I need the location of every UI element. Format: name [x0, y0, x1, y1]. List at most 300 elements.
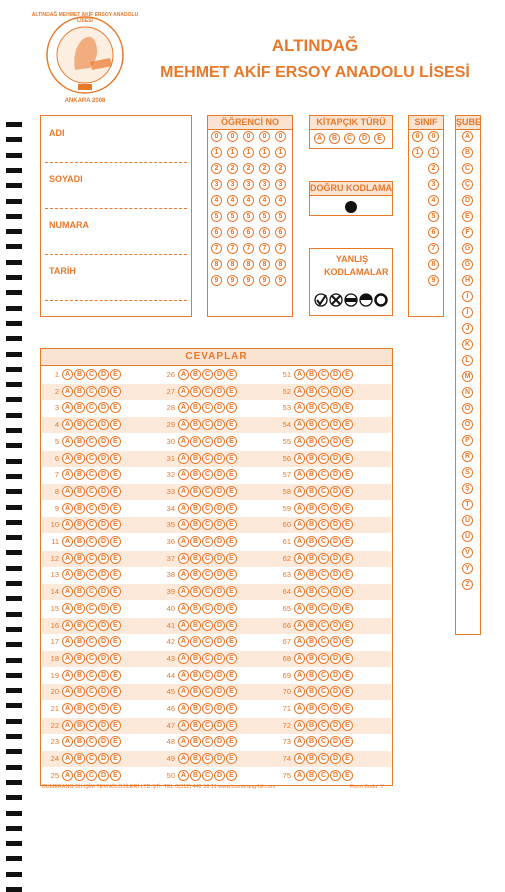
answer-bubble[interactable]: B	[74, 553, 85, 564]
answer-bubble[interactable]: B	[74, 636, 85, 647]
ogrenci-no-digit-bubble[interactable]: 6	[275, 227, 286, 238]
answer-bubble[interactable]: B	[190, 620, 201, 631]
answer-bubble[interactable]: C	[86, 736, 97, 747]
ogrenci-no-digit-bubble[interactable]: 4	[275, 195, 286, 206]
answer-bubble[interactable]: A	[62, 603, 73, 614]
ogrenci-no-digit-bubble[interactable]: 7	[275, 243, 286, 254]
numara-field[interactable]	[45, 254, 187, 255]
answer-bubble[interactable]: C	[202, 703, 213, 714]
answer-bubble[interactable]: A	[62, 436, 73, 447]
answer-bubble[interactable]: A	[294, 402, 305, 413]
answer-bubble[interactable]: C	[86, 553, 97, 564]
answer-bubble[interactable]: A	[294, 653, 305, 664]
answer-bubble[interactable]: B	[306, 653, 317, 664]
ogrenci-no-digit-bubble[interactable]: 4	[227, 195, 238, 206]
answer-bubble[interactable]: D	[330, 419, 341, 430]
answer-bubble[interactable]: C	[318, 536, 329, 547]
answer-bubble[interactable]: A	[178, 686, 189, 697]
answer-bubble[interactable]: E	[110, 419, 121, 430]
answer-bubble[interactable]: B	[74, 402, 85, 413]
answer-bubble[interactable]: B	[190, 519, 201, 530]
answer-bubble[interactable]: A	[62, 636, 73, 647]
answer-bubble[interactable]: E	[342, 536, 353, 547]
answer-bubble[interactable]: B	[190, 720, 201, 731]
sinif-digit-bubble[interactable]: 0	[412, 131, 423, 142]
answer-bubble[interactable]: A	[294, 720, 305, 731]
ogrenci-no-digit-bubble[interactable]: 0	[275, 131, 286, 142]
answer-bubble[interactable]: C	[318, 770, 329, 781]
answer-bubble[interactable]: D	[330, 486, 341, 497]
answer-bubble[interactable]: A	[178, 670, 189, 681]
answer-bubble[interactable]: D	[98, 369, 109, 380]
answer-bubble[interactable]: D	[330, 536, 341, 547]
answer-bubble[interactable]: D	[330, 569, 341, 580]
answer-bubble[interactable]: A	[294, 469, 305, 480]
answer-bubble[interactable]: D	[214, 686, 225, 697]
answer-bubble[interactable]: D	[214, 486, 225, 497]
sinif-digit-bubble[interactable]: 4	[428, 195, 439, 206]
answer-bubble[interactable]: D	[98, 486, 109, 497]
answer-bubble[interactable]: D	[330, 753, 341, 764]
answer-bubble[interactable]: D	[214, 536, 225, 547]
ogrenci-no-digit-bubble[interactable]: 7	[211, 243, 222, 254]
answer-bubble[interactable]: A	[62, 569, 73, 580]
answer-bubble[interactable]: A	[294, 670, 305, 681]
answer-bubble[interactable]: A	[294, 436, 305, 447]
ogrenci-no-digit-bubble[interactable]: 5	[275, 211, 286, 222]
answer-bubble[interactable]: D	[330, 586, 341, 597]
answer-bubble[interactable]: D	[214, 736, 225, 747]
answer-bubble[interactable]: A	[62, 586, 73, 597]
answer-bubble[interactable]: D	[330, 720, 341, 731]
answer-bubble[interactable]: B	[74, 703, 85, 714]
answer-bubble[interactable]: B	[190, 569, 201, 580]
answer-bubble[interactable]: A	[294, 536, 305, 547]
answer-bubble[interactable]: E	[226, 636, 237, 647]
answer-bubble[interactable]: C	[318, 486, 329, 497]
ogrenci-no-digit-bubble[interactable]: 7	[259, 243, 270, 254]
answer-bubble[interactable]: C	[202, 770, 213, 781]
answer-bubble[interactable]: E	[342, 453, 353, 464]
answer-bubble[interactable]: D	[214, 703, 225, 714]
answer-bubble[interactable]: E	[110, 553, 121, 564]
answer-bubble[interactable]: E	[226, 653, 237, 664]
answer-bubble[interactable]: E	[342, 503, 353, 514]
answer-bubble[interactable]: D	[98, 770, 109, 781]
answer-bubble[interactable]: A	[178, 486, 189, 497]
answer-bubble[interactable]: E	[110, 770, 121, 781]
ogrenci-no-digit-bubble[interactable]: 1	[211, 147, 222, 158]
ogrenci-no-digit-bubble[interactable]: 5	[211, 211, 222, 222]
answer-bubble[interactable]: D	[214, 569, 225, 580]
answer-bubble[interactable]: D	[98, 503, 109, 514]
answer-bubble[interactable]: E	[110, 653, 121, 664]
ogrenci-no-digit-bubble[interactable]: 7	[227, 243, 238, 254]
answer-bubble[interactable]: A	[62, 653, 73, 664]
answer-bubble[interactable]: D	[214, 469, 225, 480]
answer-bubble[interactable]: A	[62, 670, 73, 681]
sube-option-bubble[interactable]: F	[462, 227, 473, 238]
ogrenci-no-digit-bubble[interactable]: 6	[227, 227, 238, 238]
answer-bubble[interactable]: A	[62, 369, 73, 380]
answer-bubble[interactable]: E	[110, 402, 121, 413]
answer-bubble[interactable]: B	[306, 453, 317, 464]
answer-bubble[interactable]: B	[190, 486, 201, 497]
answer-bubble[interactable]: C	[202, 419, 213, 430]
sube-option-bubble[interactable]: P	[462, 435, 473, 446]
answer-bubble[interactable]: E	[342, 486, 353, 497]
answer-bubble[interactable]: D	[330, 620, 341, 631]
answer-bubble[interactable]: C	[86, 453, 97, 464]
answer-bubble[interactable]: B	[190, 686, 201, 697]
sinif-digit-bubble[interactable]: 9	[428, 275, 439, 286]
ogrenci-no-digit-bubble[interactable]: 2	[259, 163, 270, 174]
answer-bubble[interactable]: E	[342, 636, 353, 647]
ogrenci-no-digit-bubble[interactable]: 2	[211, 163, 222, 174]
answer-bubble[interactable]: B	[190, 603, 201, 614]
answer-bubble[interactable]: E	[342, 736, 353, 747]
answer-bubble[interactable]: B	[74, 369, 85, 380]
answer-bubble[interactable]: C	[86, 770, 97, 781]
answer-bubble[interactable]: C	[318, 503, 329, 514]
answer-bubble[interactable]: C	[202, 386, 213, 397]
ogrenci-no-digit-bubble[interactable]: 3	[275, 179, 286, 190]
answer-bubble[interactable]: A	[294, 603, 305, 614]
answer-bubble[interactable]: D	[214, 603, 225, 614]
answer-bubble[interactable]: E	[226, 736, 237, 747]
answer-bubble[interactable]: A	[62, 753, 73, 764]
ogrenci-no-digit-bubble[interactable]: 8	[275, 259, 286, 270]
answer-bubble[interactable]: C	[318, 369, 329, 380]
answer-bubble[interactable]: D	[214, 586, 225, 597]
answer-bubble[interactable]: E	[110, 469, 121, 480]
kitapcik-option-bubble[interactable]: D	[359, 133, 370, 144]
answer-bubble[interactable]: B	[190, 636, 201, 647]
ogrenci-no-digit-bubble[interactable]: 9	[243, 275, 254, 286]
answer-bubble[interactable]: E	[226, 453, 237, 464]
answer-bubble[interactable]: C	[202, 603, 213, 614]
answer-bubble[interactable]: A	[294, 569, 305, 580]
answer-bubble[interactable]: B	[74, 519, 85, 530]
answer-bubble[interactable]: B	[306, 736, 317, 747]
answer-bubble[interactable]: C	[318, 386, 329, 397]
answer-bubble[interactable]: D	[214, 386, 225, 397]
answer-bubble[interactable]: A	[62, 536, 73, 547]
kitapcik-option-bubble[interactable]: A	[314, 133, 325, 144]
answer-bubble[interactable]: B	[306, 703, 317, 714]
ogrenci-no-digit-bubble[interactable]: 2	[227, 163, 238, 174]
answer-bubble[interactable]: D	[214, 753, 225, 764]
answer-bubble[interactable]: D	[330, 369, 341, 380]
ogrenci-no-digit-bubble[interactable]: 5	[259, 211, 270, 222]
ogrenci-no-digit-bubble[interactable]: 9	[211, 275, 222, 286]
answer-bubble[interactable]: B	[190, 770, 201, 781]
answer-bubble[interactable]: E	[226, 603, 237, 614]
answer-bubble[interactable]: A	[62, 620, 73, 631]
answer-bubble[interactable]: D	[98, 519, 109, 530]
answer-bubble[interactable]: C	[86, 686, 97, 697]
answer-bubble[interactable]: A	[62, 486, 73, 497]
answer-bubble[interactable]: E	[342, 603, 353, 614]
ogrenci-no-digit-bubble[interactable]: 2	[243, 163, 254, 174]
answer-bubble[interactable]: C	[86, 753, 97, 764]
ogrenci-no-digit-bubble[interactable]: 3	[259, 179, 270, 190]
answer-bubble[interactable]: B	[190, 753, 201, 764]
answer-bubble[interactable]: B	[306, 436, 317, 447]
answer-bubble[interactable]: D	[98, 553, 109, 564]
ogrenci-no-digit-bubble[interactable]: 3	[227, 179, 238, 190]
ogrenci-no-digit-bubble[interactable]: 9	[259, 275, 270, 286]
answer-bubble[interactable]: A	[294, 503, 305, 514]
sube-option-bubble[interactable]: D	[462, 195, 473, 206]
answer-bubble[interactable]: A	[178, 636, 189, 647]
answer-bubble[interactable]: C	[86, 586, 97, 597]
answer-bubble[interactable]: E	[226, 553, 237, 564]
answer-bubble[interactable]: B	[74, 586, 85, 597]
answer-bubble[interactable]: D	[330, 469, 341, 480]
sinif-digit-bubble[interactable]: 6	[428, 227, 439, 238]
ogrenci-no-digit-bubble[interactable]: 3	[211, 179, 222, 190]
answer-bubble[interactable]: B	[74, 503, 85, 514]
answer-bubble[interactable]: A	[178, 620, 189, 631]
answer-bubble[interactable]: A	[294, 419, 305, 430]
ogrenci-no-digit-bubble[interactable]: 4	[211, 195, 222, 206]
kitapcik-option-bubble[interactable]: B	[329, 133, 340, 144]
sube-option-bubble[interactable]: J	[462, 323, 473, 334]
answer-bubble[interactable]: B	[74, 436, 85, 447]
answer-bubble[interactable]: A	[62, 503, 73, 514]
answer-bubble[interactable]: E	[226, 703, 237, 714]
answer-bubble[interactable]: C	[202, 586, 213, 597]
answer-bubble[interactable]: D	[330, 553, 341, 564]
answer-bubble[interactable]: A	[62, 553, 73, 564]
answer-bubble[interactable]: A	[62, 402, 73, 413]
answer-bubble[interactable]: A	[178, 753, 189, 764]
answer-bubble[interactable]: B	[306, 686, 317, 697]
answer-bubble[interactable]: E	[342, 419, 353, 430]
sube-option-bubble[interactable]: U	[462, 515, 473, 526]
sube-option-bubble[interactable]: O	[462, 403, 473, 414]
answer-bubble[interactable]: C	[86, 670, 97, 681]
answer-bubble[interactable]: C	[318, 653, 329, 664]
sube-option-bubble[interactable]: T	[462, 499, 473, 510]
answer-bubble[interactable]: B	[74, 419, 85, 430]
answer-bubble[interactable]: E	[110, 636, 121, 647]
answer-bubble[interactable]: A	[294, 736, 305, 747]
answer-bubble[interactable]: D	[214, 670, 225, 681]
answer-bubble[interactable]: E	[110, 569, 121, 580]
answer-bubble[interactable]: E	[110, 753, 121, 764]
sube-option-bubble[interactable]: A	[462, 131, 473, 142]
answer-bubble[interactable]: C	[318, 686, 329, 697]
answer-bubble[interactable]: B	[190, 653, 201, 664]
sube-option-bubble[interactable]: Y	[462, 563, 473, 574]
answer-bubble[interactable]: E	[342, 620, 353, 631]
answer-bubble[interactable]: D	[214, 720, 225, 731]
answer-bubble[interactable]: E	[226, 369, 237, 380]
sube-option-bubble[interactable]: İ	[462, 307, 473, 318]
sube-option-bubble[interactable]: Ğ	[462, 259, 473, 270]
answer-bubble[interactable]: B	[306, 553, 317, 564]
answer-bubble[interactable]: C	[86, 519, 97, 530]
answer-bubble[interactable]: D	[98, 586, 109, 597]
answer-bubble[interactable]: D	[330, 636, 341, 647]
answer-bubble[interactable]: A	[178, 369, 189, 380]
answer-bubble[interactable]: C	[202, 686, 213, 697]
answer-bubble[interactable]: C	[318, 620, 329, 631]
sube-option-bubble[interactable]: M	[462, 371, 473, 382]
answer-bubble[interactable]: D	[98, 703, 109, 714]
answer-bubble[interactable]: A	[178, 519, 189, 530]
answer-bubble[interactable]: E	[226, 469, 237, 480]
ogrenci-no-digit-bubble[interactable]: 9	[275, 275, 286, 286]
answer-bubble[interactable]: B	[74, 453, 85, 464]
answer-bubble[interactable]: C	[318, 753, 329, 764]
answer-bubble[interactable]: D	[214, 770, 225, 781]
answer-bubble[interactable]: B	[190, 369, 201, 380]
answer-bubble[interactable]: C	[202, 369, 213, 380]
ogrenci-no-digit-bubble[interactable]: 6	[211, 227, 222, 238]
answer-bubble[interactable]: E	[110, 720, 121, 731]
answer-bubble[interactable]: D	[98, 720, 109, 731]
answer-bubble[interactable]: A	[294, 753, 305, 764]
answer-bubble[interactable]: E	[226, 670, 237, 681]
sube-option-bubble[interactable]: R	[462, 451, 473, 462]
answer-bubble[interactable]: E	[226, 620, 237, 631]
answer-bubble[interactable]: B	[306, 586, 317, 597]
answer-bubble[interactable]: C	[202, 636, 213, 647]
answer-bubble[interactable]: B	[306, 636, 317, 647]
answer-bubble[interactable]: A	[178, 386, 189, 397]
answer-bubble[interactable]: B	[190, 703, 201, 714]
answer-bubble[interactable]: C	[202, 436, 213, 447]
answer-bubble[interactable]: C	[318, 636, 329, 647]
answer-bubble[interactable]: C	[202, 519, 213, 530]
answer-bubble[interactable]: A	[294, 453, 305, 464]
answer-bubble[interactable]: E	[110, 519, 121, 530]
answer-bubble[interactable]: B	[74, 770, 85, 781]
answer-bubble[interactable]: C	[86, 486, 97, 497]
answer-bubble[interactable]: E	[226, 586, 237, 597]
answer-bubble[interactable]: D	[330, 453, 341, 464]
answer-bubble[interactable]: D	[330, 603, 341, 614]
answer-bubble[interactable]: E	[342, 720, 353, 731]
sube-option-bubble[interactable]: N	[462, 387, 473, 398]
answer-bubble[interactable]: E	[110, 386, 121, 397]
answer-bubble[interactable]: C	[202, 736, 213, 747]
answer-bubble[interactable]: E	[110, 603, 121, 614]
answer-bubble[interactable]: D	[98, 469, 109, 480]
sinif-digit-bubble[interactable]: 0	[428, 131, 439, 142]
answer-bubble[interactable]: E	[226, 753, 237, 764]
sinif-digit-bubble[interactable]: 3	[428, 179, 439, 190]
answer-bubble[interactable]: C	[86, 419, 97, 430]
answer-bubble[interactable]: E	[110, 620, 121, 631]
answer-bubble[interactable]: D	[330, 402, 341, 413]
ogrenci-no-digit-bubble[interactable]: 4	[259, 195, 270, 206]
answer-bubble[interactable]: E	[226, 486, 237, 497]
answer-bubble[interactable]: E	[226, 536, 237, 547]
answer-bubble[interactable]: E	[110, 486, 121, 497]
answer-bubble[interactable]: E	[226, 770, 237, 781]
answer-bubble[interactable]: E	[226, 419, 237, 430]
answer-bubble[interactable]: A	[178, 419, 189, 430]
answer-bubble[interactable]: D	[214, 620, 225, 631]
ogrenci-no-digit-bubble[interactable]: 8	[211, 259, 222, 270]
answer-bubble[interactable]: E	[342, 569, 353, 580]
answer-bubble[interactable]: B	[306, 486, 317, 497]
answer-bubble[interactable]: B	[74, 536, 85, 547]
answer-bubble[interactable]: B	[190, 386, 201, 397]
ogrenci-no-digit-bubble[interactable]: 1	[243, 147, 254, 158]
answer-bubble[interactable]: C	[318, 519, 329, 530]
answer-bubble[interactable]: C	[318, 586, 329, 597]
sinif-digit-bubble[interactable]: 2	[428, 163, 439, 174]
answer-bubble[interactable]: C	[318, 670, 329, 681]
ogrenci-no-digit-bubble[interactable]: 2	[275, 163, 286, 174]
answer-bubble[interactable]: A	[178, 536, 189, 547]
tarih-field[interactable]	[45, 300, 187, 301]
answer-bubble[interactable]: C	[318, 419, 329, 430]
answer-bubble[interactable]: C	[318, 569, 329, 580]
answer-bubble[interactable]: E	[110, 536, 121, 547]
ogrenci-no-digit-bubble[interactable]: 4	[243, 195, 254, 206]
answer-bubble[interactable]: A	[62, 386, 73, 397]
answer-bubble[interactable]: C	[86, 603, 97, 614]
answer-bubble[interactable]: A	[62, 469, 73, 480]
ogrenci-no-digit-bubble[interactable]: 8	[243, 259, 254, 270]
answer-bubble[interactable]: A	[178, 603, 189, 614]
answer-bubble[interactable]: D	[214, 436, 225, 447]
adi-field[interactable]	[45, 162, 187, 163]
answer-bubble[interactable]: B	[190, 553, 201, 564]
answer-bubble[interactable]: B	[190, 503, 201, 514]
answer-bubble[interactable]: D	[214, 419, 225, 430]
answer-bubble[interactable]: A	[294, 486, 305, 497]
answer-bubble[interactable]: B	[306, 402, 317, 413]
answer-bubble[interactable]: B	[306, 386, 317, 397]
answer-bubble[interactable]: D	[98, 670, 109, 681]
answer-bubble[interactable]: B	[306, 620, 317, 631]
answer-bubble[interactable]: A	[294, 586, 305, 597]
answer-bubble[interactable]: B	[190, 453, 201, 464]
answer-bubble[interactable]: E	[226, 720, 237, 731]
answer-bubble[interactable]: B	[74, 720, 85, 731]
answer-bubble[interactable]: B	[190, 586, 201, 597]
answer-bubble[interactable]: A	[294, 386, 305, 397]
answer-bubble[interactable]: A	[178, 469, 189, 480]
answer-bubble[interactable]: C	[86, 503, 97, 514]
answer-bubble[interactable]: E	[342, 553, 353, 564]
sube-option-bubble[interactable]: G	[462, 243, 473, 254]
answer-bubble[interactable]: E	[342, 402, 353, 413]
answer-bubble[interactable]: B	[306, 503, 317, 514]
answer-bubble[interactable]: A	[178, 553, 189, 564]
sube-option-bubble[interactable]: L	[462, 355, 473, 366]
answer-bubble[interactable]: C	[202, 670, 213, 681]
sube-option-bubble[interactable]: C	[462, 163, 473, 174]
answer-bubble[interactable]: B	[306, 753, 317, 764]
ogrenci-no-digit-bubble[interactable]: 0	[227, 131, 238, 142]
ogrenci-no-digit-bubble[interactable]: 0	[243, 131, 254, 142]
ogrenci-no-digit-bubble[interactable]: 9	[227, 275, 238, 286]
answer-bubble[interactable]: A	[294, 686, 305, 697]
answer-bubble[interactable]: A	[62, 736, 73, 747]
answer-bubble[interactable]: C	[86, 703, 97, 714]
answer-bubble[interactable]: D	[214, 453, 225, 464]
answer-bubble[interactable]: E	[110, 686, 121, 697]
sube-option-bubble[interactable]: E	[462, 211, 473, 222]
